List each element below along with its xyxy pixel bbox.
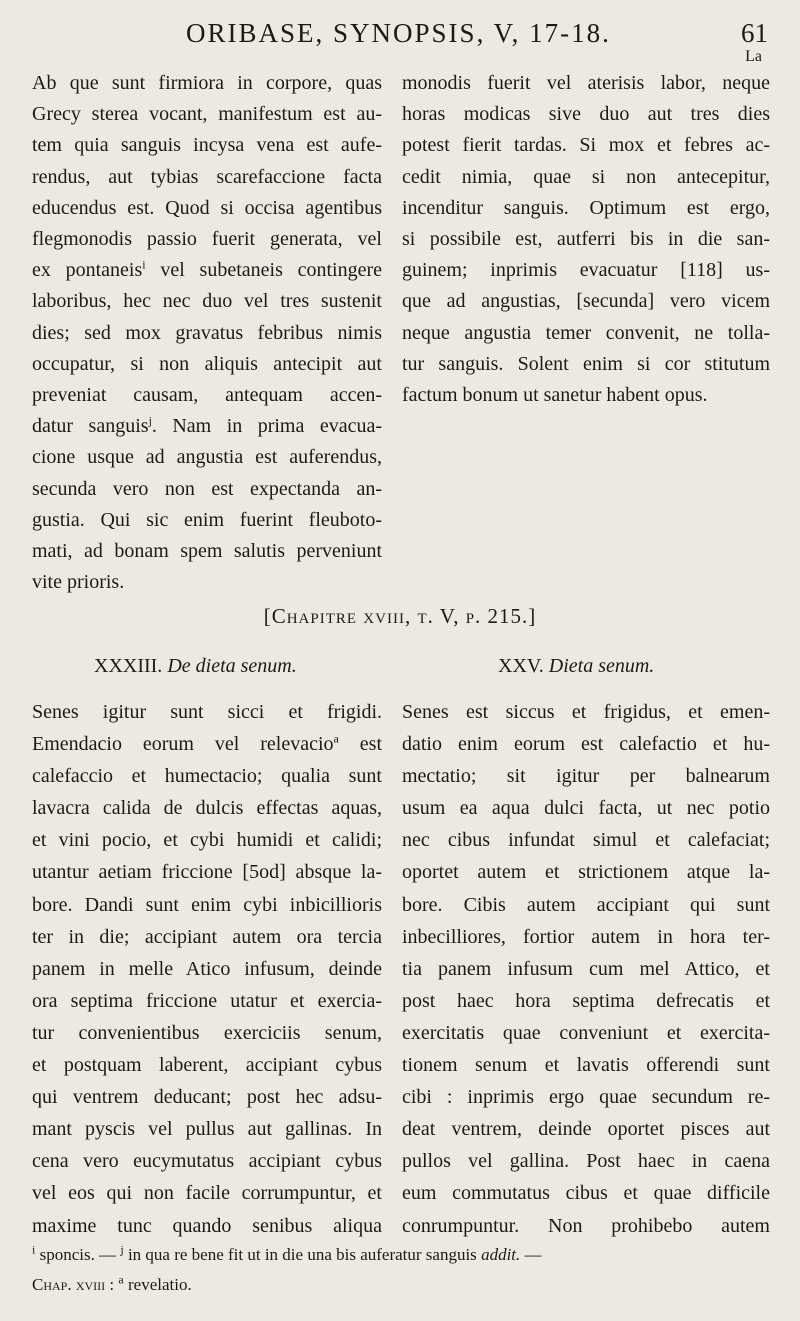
text-line: occupatur, si non aliquis antecipit aut: [32, 352, 382, 375]
text-line: ter in die; accipiant autem ora tercia: [32, 925, 382, 948]
text-line: gustia. Qui sic enim fuerint fleuboto-: [32, 508, 382, 531]
text-fragment: . Nam in prima evacua-: [151, 415, 382, 438]
page-number: 61: [741, 18, 768, 48]
text-line: maxime tunc quando senibus aliqua: [32, 1214, 382, 1237]
text-line: flegmonodis passio fuerit generata, vel: [32, 228, 382, 251]
text-line: et vini pocio, et cybi humidi et calidi;: [32, 829, 382, 852]
text-line: tur convenientibus exerciciis senum,: [32, 1021, 382, 1044]
chapter-bracket: [: [263, 604, 272, 628]
text-fragment: datur sanguis: [32, 415, 149, 438]
footnote-chapter: Chap. xviii: [32, 1275, 106, 1294]
text-line: tem quia sanguis incysa vena est aufe-: [32, 134, 382, 157]
text-line: inbecilliores, fortior autem in hora ter-: [402, 925, 770, 948]
text-line: mant pyscis vel pullus aut gallinas. In: [32, 1118, 382, 1141]
bottom-right-column: [402, 696, 770, 1242]
footnote-line: [32, 1240, 772, 1270]
chapter-reference: xviii, t. V, p. 215.]: [357, 604, 537, 628]
footnote-marker-i: i: [32, 1242, 36, 1257]
text-line: potest fierit tardas. Si mox et febres ac-: [402, 134, 770, 157]
text-line: datio enim eorum est calefactio et hu-: [402, 733, 770, 756]
footnote-marker-j: j: [120, 1242, 124, 1257]
text-line: cibi : inprimis ergo quae secundum re-: [402, 1086, 770, 1109]
bottom-left-column: [32, 696, 382, 1242]
text-line: rendus, aut tybias scarefaccione facta: [32, 165, 382, 188]
text-fragment: est: [338, 733, 382, 756]
top-right-column: [402, 68, 770, 411]
text-line: tionem senum et lavatis offerendi sunt: [402, 1054, 770, 1077]
footnote-line: [32, 1270, 772, 1300]
text-line: vite prioris.: [32, 571, 125, 594]
text-line: usum ea aqua dulci facta, ut nec potio: [402, 797, 770, 820]
footnote-text: sponcis. —: [35, 1245, 121, 1264]
text-line: bore. Dandi sunt enim cybi inbicillioris: [32, 893, 382, 916]
section-heading-right: [498, 655, 654, 678]
text-line: cedit nimia, quae si non antecepitur,: [402, 165, 770, 188]
text-line: tia panem infusum cum mel Attico, et: [402, 957, 770, 980]
text-line: tur sanguis. Solent enim si cor stitutum: [402, 352, 770, 375]
text-line: lavacra calida de dulcis effectas aquas,: [32, 797, 382, 820]
text-line: panem in melle Atico infusum, deinde: [32, 957, 382, 980]
text-line: factum bonum ut sanetur habent opus.: [402, 384, 708, 407]
text-line: [32, 411, 382, 442]
text-line: que ad angustias, [secunda] vero vicem: [402, 290, 770, 313]
text-line: post haec hora septima defrecatis et: [402, 989, 770, 1012]
footnote-ref-i: i: [142, 257, 146, 272]
footnote-ref-j: j: [148, 413, 152, 428]
text-fragment: vel subetaneis contingere: [145, 259, 382, 282]
footnote-text: revelatio.: [123, 1275, 192, 1294]
text-line: Ab que sunt firmiora in corpore, quas: [32, 72, 382, 94]
section-number: XXXIII.: [94, 655, 163, 677]
text-line: dies; sed mox gravatus febribus nimis: [32, 321, 382, 344]
text-line: exercitatis quae conveniunt et exercita-: [402, 1021, 770, 1044]
text-line: deat ventrem, deinde oportet pisces aut: [402, 1118, 770, 1141]
section-title: Dieta senum.: [548, 655, 655, 677]
text-line: monodis fuerit vel aterisis labor, neque: [402, 72, 770, 94]
section-title: De dieta senum.: [167, 655, 297, 677]
text-line: qui ventrem deducant; post hec adsu-: [32, 1086, 382, 1109]
text-line: laboribus, hec nec duo vel tres sustenit: [32, 290, 382, 313]
text-line: nec cibus infundat simul et calefaciat;: [402, 829, 770, 852]
text-line: utantur aetiam friccione [5od] absque la-: [32, 861, 382, 884]
text-line: si possibile est, autferri bis in die san-: [402, 228, 770, 251]
text-line: mectatio; sit igitur per balnearum: [402, 765, 770, 788]
footnote-text: :: [105, 1275, 119, 1294]
text-line: preveniat causam, antequam accen-: [32, 384, 382, 407]
text-line: [32, 255, 382, 286]
footnotes: [32, 1240, 772, 1300]
text-line: et postquam laberent, accipiant cybus: [32, 1054, 382, 1077]
text-line: vel eos qui non facile corrumpuntur, et: [32, 1182, 382, 1205]
text-line: mati, ad bonam spem salutis perveniunt: [32, 540, 382, 563]
chapter-heading: [0, 604, 800, 629]
text-line: guinem; inprimis evacuatur [118] us-: [402, 259, 770, 282]
catchword: La: [745, 48, 762, 65]
footnote-addit: addit.: [481, 1245, 521, 1264]
text-line: ora septima friccione utatur et exercia-: [32, 989, 382, 1012]
top-left-column: [32, 68, 382, 598]
footnote-text: in qua re bene fit ut in die una bis auferatur sanguis: [123, 1245, 482, 1264]
text-line: pullos vel gallina. Post haec in caena: [402, 1150, 770, 1173]
text-line: eum commutatus cibus et quae difficile: [402, 1182, 770, 1205]
text-line: bore. Cibis autem accipiant qui sunt: [402, 893, 770, 916]
text-line: [32, 728, 382, 760]
text-line: Senes est siccus et frigidus, et emen-: [402, 701, 770, 723]
text-line: horas modicas sive duo aut tres dies: [402, 103, 770, 126]
text-line: neque angustia temer convenit, ne tolla-: [402, 321, 770, 344]
footnote-marker-a: a: [118, 1272, 124, 1287]
text-line: incenditur sanguis. Optimum est ergo,: [402, 196, 770, 219]
text-line: cena vero eucymutatus accipiant cybus: [32, 1150, 382, 1173]
text-line: oportet autem et strictionem atque la-: [402, 861, 770, 884]
footnote-text: —: [520, 1245, 542, 1264]
section-number: XXV.: [498, 655, 544, 677]
text-line: calefaccio et humectacio; qualia sunt: [32, 765, 382, 788]
text-line: cione usque ad angustia est auferendus,: [32, 446, 382, 469]
text-line: educendus est. Quod si occisa agentibus: [32, 196, 382, 219]
text-fragment: Emendacio eorum vel relevacio: [32, 733, 334, 756]
text-line: Senes igitur sunt sicci et frigidi.: [32, 701, 382, 723]
text-line: Grecy sterea vocant, manifestum est au-: [32, 103, 382, 126]
chapter-word: Chapitre: [271, 604, 358, 628]
text-fragment: ex pontaneis: [32, 259, 143, 282]
text-line: conrumpuntur. Non prohibebo autem: [402, 1214, 770, 1237]
running-title: ORIBASE, SYNOPSIS, V, 17-18.: [186, 18, 611, 48]
section-heading-left: [94, 655, 297, 678]
text-line: secunda vero non est expectanda an-: [32, 477, 382, 500]
footnote-ref-a: a: [333, 731, 339, 746]
